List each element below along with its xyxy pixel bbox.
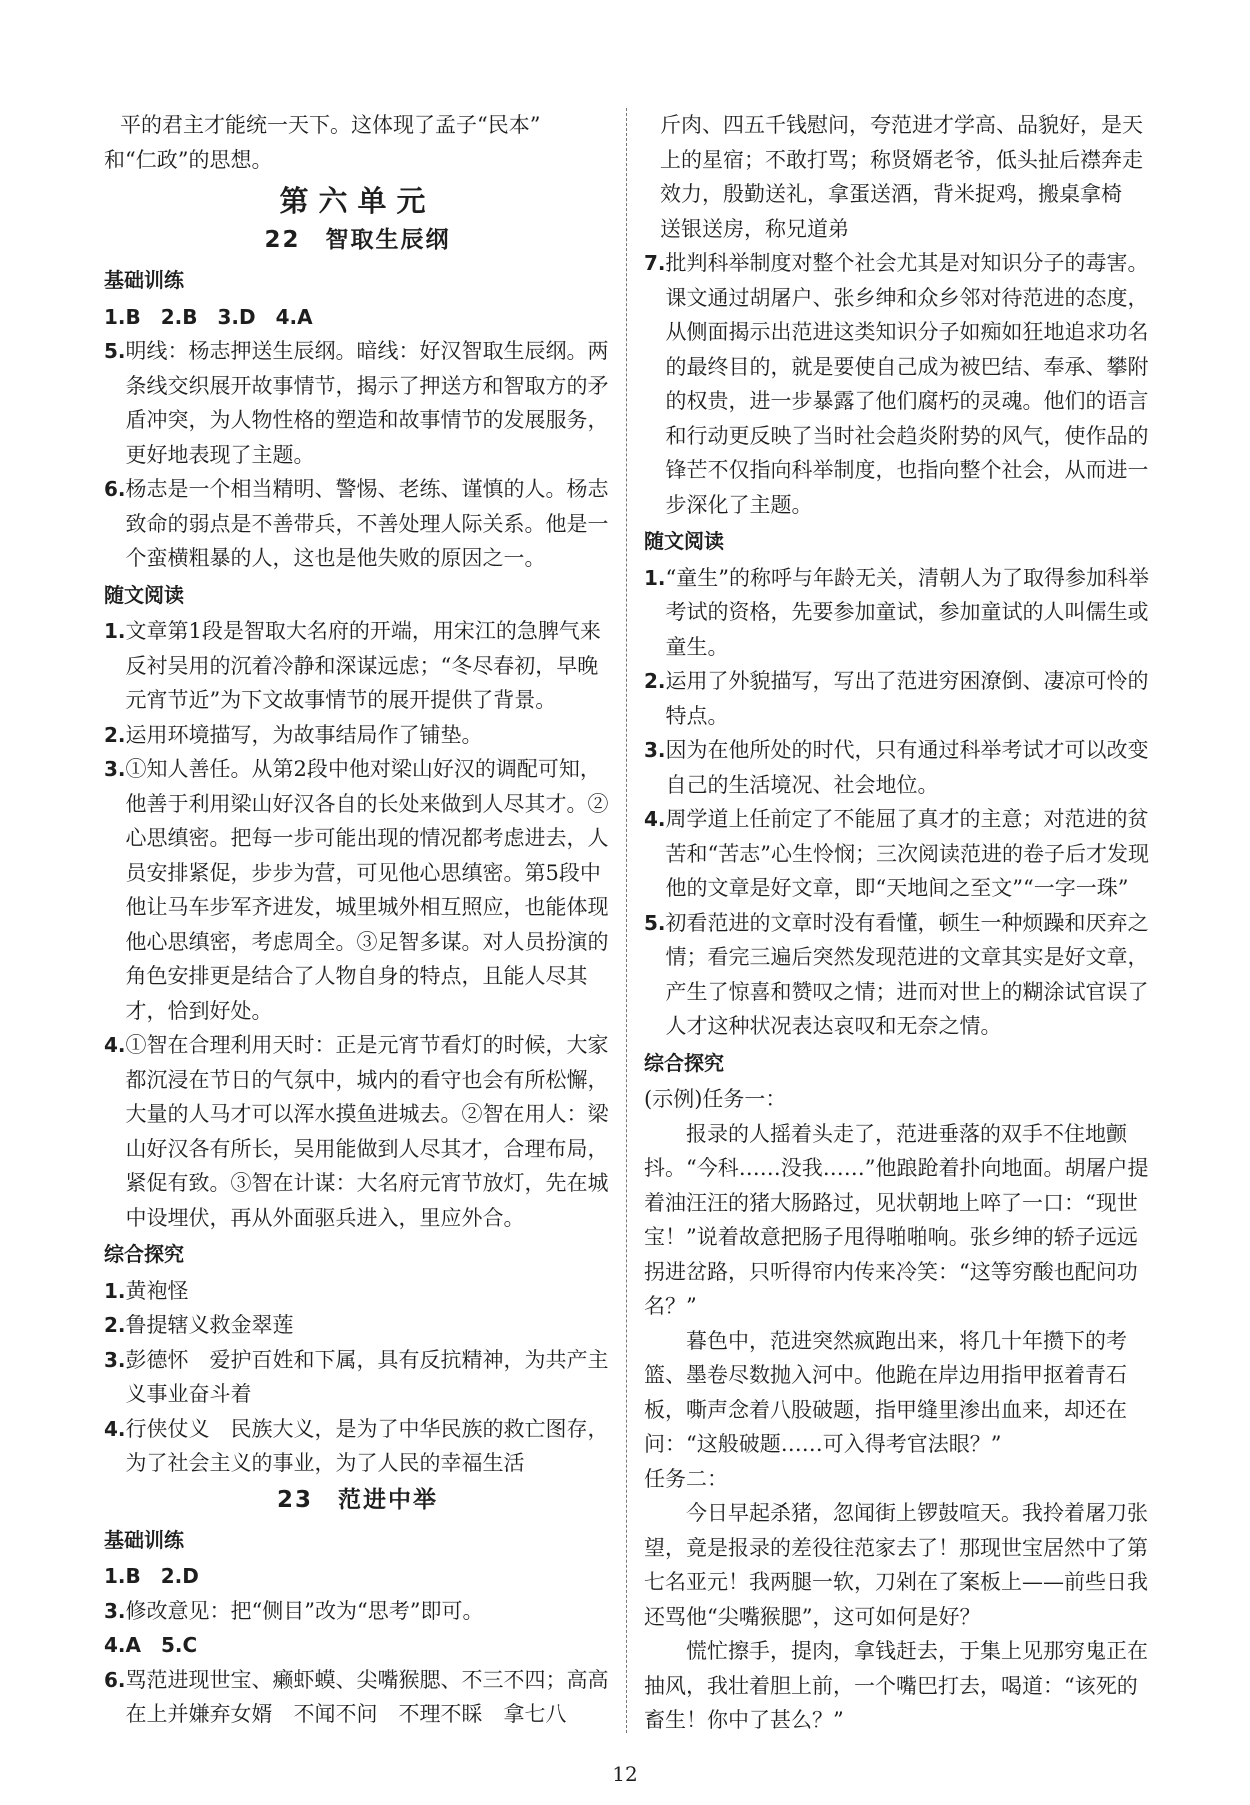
reading-answer-3-num: 3. [104,757,126,781]
answers-23-1-2-text: 1.B 2.D [104,1564,199,1588]
inquiry-answer-4-text: 行侠仗义 民族大义，是为了中华民族的救亡图存，为了社会主义的事业，为了人民的幸福生活 [125,1416,609,1475]
reading-23-answer-1 [644,561,1151,665]
section-basic-training-22: 基础训练 [104,268,184,292]
answers-23-4-5-text: 4.A 5.C [104,1633,198,1657]
reading-answer-2-num: 2. [104,722,126,747]
reading-answer-3-text: ①知人善任。从第2段中他对梁山好汉的调配可知，他善于利用梁山好汉各自的长处来做到人尽其才。②心思缜密。把每一步可能出现的情况都考虑进去，人员安排紧促，步步为营，可见他心思缜密。第5段中他让马车步军齐进发，城里城外相互照应，也能体现他心思缜密，考虑周全。③足智多谋。对人员扮演的角色安排更是结合了人物自身的特点，且能人尽其才，恰到好处。 [125,757,609,1023]
reading-answer-2-text: 运用环境描写，为故事结局作了铺垫。 [125,722,483,747]
left-column [104,108,611,1732]
answer-5 [104,334,611,472]
answer-23-6-num: 6. [104,1667,126,1692]
inquiry-answer-3 [104,1343,611,1412]
answer-23-7-num: 7. [644,251,666,275]
reading-23-answer-2-text: 运用了外貌描写，写出了范进穷困潦倒、凄凉可怜的特点。 [665,669,1149,728]
answers-1-4-text: 1.B 2.B 3.D 4.A [104,304,313,329]
answer-23-6-continued: 斤肉、四五千钱慰问，夸范进才学高、品貌好，是天上的星宿；不敢打骂；称贤婿老爷，低头扯后襟奔走效力，殷勤送礼，拿蛋送酒，背米捉鸡，搬桌拿椅 送银送房，称兄道弟 [660,113,1143,241]
section-reading-23: 随文阅读 [644,529,724,553]
answer-6-num: 6. [104,477,126,501]
task-2-label: 任务二： [644,1466,728,1491]
inquiry-answer-3-num: 3. [104,1347,126,1372]
reading-answer-4 [104,1028,611,1235]
task-1-paragraph-1: 报录的人摇着头走了，范进垂落的双手不住地颤抖。“今科……没我……”他踉跄着扑向地面。胡屠户提着油汪汪的猪大肠路过，见状朝地上啐了一口：“现世宝！”说着故意把肠子甩得啪啪响。张乡绅的轿子远远拐进岔路，只听得帘内传来冷笑：“这等穷酸也配问功名？” [644,1121,1149,1318]
reading-23-answer-4-num: 4. [644,807,666,831]
task-1-paragraph-2: 暮色中，范进突然疯跑出来，将几十年攒下的考篮、墨卷尽数抛入河中。他跪在岸边用指甲抠着青石板，嘶声念着八股破题，指甲缝里渗出血来，却还在问：“这般破题……可入得考官法眼？” [644,1328,1127,1456]
inquiry-answer-1 [104,1274,611,1309]
answer-6 [104,472,611,576]
reading-answer-2 [104,718,611,753]
reading-23-answer-3-num: 3. [644,738,666,762]
reading-23-answer-5-text: 初看范进的文章时没有看懂，顿生一种烦躁和厌弃之情；看完三遍后突然发现范进的文章其实是好文章，产生了惊喜和赞叹之情；进而对世上的糊涂试官误了人才这种状况表达哀叹和无奈之情。 [665,910,1149,1038]
inquiry-answer-3-text: 彭德怀 爱护百姓和下属，具有反抗精神，为共产主义事业奋斗着 [125,1347,609,1406]
section-reading-22: 随文阅读 [104,582,184,607]
reading-23-answer-3-text: 因为在他所处的时代，只有通过科举考试才可以改变自己的生活境况、社会地位。 [665,738,1149,797]
reading-answer-1-text: 文章第1段是智取大名府的开端，用宋江的急脾气来反衬吴用的沉着冷静和深谋远虑；“冬尽春初，早晚元宵节近”为下文故事情节的展开提供了背景。 [125,619,601,712]
answer-6-text: 杨志是一个相当精明、警惕、老练、谨慎的人。杨志致命的弱点是不善带兵，不善处理人际关系。他是一个蛮横粗暴的人，这也是他失败的原因之一。 [125,477,609,570]
inquiry-answer-1-num: 1. [104,1278,126,1303]
answer-23-3 [104,1594,611,1629]
right-column [644,108,1151,1738]
reading-answer-3 [104,752,611,1028]
reading-23-answer-4 [644,802,1151,906]
answers-23-4-5 [104,1628,611,1663]
reading-answer-1-num: 1. [104,619,126,643]
answer-5-num: 5. [104,339,126,363]
reading-23-answer-4-text: 周学道上任前定了不能屈了真才的主意；对范进的贫苦和“苦志”心生怜悯；三次阅读范进的卷子后才发现他的文章是好文章，即“天地间之至文”“一字一珠” [665,807,1149,900]
answer-23-3-num: 3. [104,1598,126,1623]
inquiry-answer-2-num: 2. [104,1313,126,1337]
reading-answer-4-num: 4. [104,1033,126,1057]
lesson-23-title: 23 范进中举 [276,1486,438,1513]
section-basic-training-23: 基础训练 [104,1527,184,1552]
answer-5-text: 明线：杨志押送生辰纲。暗线：好汉智取生辰纲。两条线交织展开故事情节，揭示了押送方和智取方的矛盾冲突，为人物性格的塑造和故事情节的发展服务，更好地表现了主题。 [125,339,609,467]
lesson-22-title: 22 智取生辰纲 [264,227,451,253]
unit-title: 第六单元 [279,184,436,218]
reading-23-answer-5 [644,906,1151,1044]
inquiry-answer-2 [104,1308,611,1343]
reading-23-answer-5-num: 5. [644,910,666,935]
answer-23-3-text: 修改意见：把“侧目”改为“思考”即可。 [125,1598,484,1623]
reading-answer-4-text: ①智在合理利用天时：正是元宵节看灯的时候，大家都沉浸在节日的气氛中，城内的看守也会有所松懈，大量的人马才可以浑水摸鱼进城去。②智在用人：梁山好汉各有所长，吴用能做到人尽其才，合理布局，紧促有致。③智在计谋：大名府元宵节放灯，先在城中设埋伏，再从外面驱兵进入，里应外合。 [125,1033,609,1230]
reading-23-answer-1-num: 1. [644,565,666,590]
example-task-1-label: (示例)任务一： [644,1087,787,1111]
reading-23-answer-3 [644,733,1151,802]
task-2-paragraph-1: 今日早起杀猪，忽闻街上锣鼓喧天。我拎着屠刀张望，竟是报录的差役往范家去了！那现世宝居然中了第七名亚元！我两腿一软，刀剁在了案板上——前些日我还骂他“尖嘴猴腮”，这可如何是好？ [644,1501,1148,1629]
column-divider [626,108,627,1733]
answers-23-1-2 [104,1559,611,1594]
answer-23-6-text: 骂范进现世宝、癞虾蟆、尖嘴猴腮、不三不四；高高在上并嫌弃女婿 不闻不问 不理不睬 拿七八 [125,1667,609,1726]
page-number: 12 [612,1762,638,1786]
intro-line-1: 平的君主才能统一天下。这体现了孟子“民本” [120,113,541,137]
section-inquiry-22: 综合探究 [104,1242,184,1266]
reading-23-answer-2 [644,664,1151,733]
inquiry-answer-4-num: 4. [104,1416,126,1441]
answer-23-7-text: 批判科举制度对整个社会尤其是对知识分子的毒害。课文通过胡屠户、张乡绅和众乡邻对待范进的态度，从侧面揭示出范进这类知识分子如痴如狂地追求功名的最终目的，就是要使自己成为被巴结、奉承、攀附的权贵，进一步暴露了他们腐朽的灵魂。他们的语言和行动更反映了当时社会趋炎附势的风气，使作品的锋芒不仅指向科举制度，也指向整个社会，从而进一步深化了主题。 [665,251,1149,517]
answers-1-4 [104,300,611,335]
answer-23-6 [104,1663,611,1732]
inquiry-answer-4 [104,1412,611,1481]
intro-line-2: 和“仁政”的思想。 [104,147,273,172]
task-2-paragraph-2: 慌忙擦手，提肉，拿钱赶去，于集上见那穷鬼正在抽风，我壮着胆上前，一个嘴巴打去，喝道：“该死的畜生！你中了甚么？” [644,1639,1148,1732]
inquiry-answer-1-text: 黄袍怪 [125,1278,189,1303]
inquiry-answer-2-text: 鲁提辖义救金翠莲 [125,1313,294,1337]
reading-answer-1 [104,614,611,718]
reading-23-answer-2-num: 2. [644,669,666,693]
answer-23-7 [644,246,1151,522]
reading-23-answer-1-text: “童生”的称呼与年龄无关，清朝人为了取得参加科举考试的资格，先要参加童试，参加童试的人叫儒生或童生。 [665,565,1149,659]
section-inquiry-23: 综合探究 [644,1050,724,1075]
